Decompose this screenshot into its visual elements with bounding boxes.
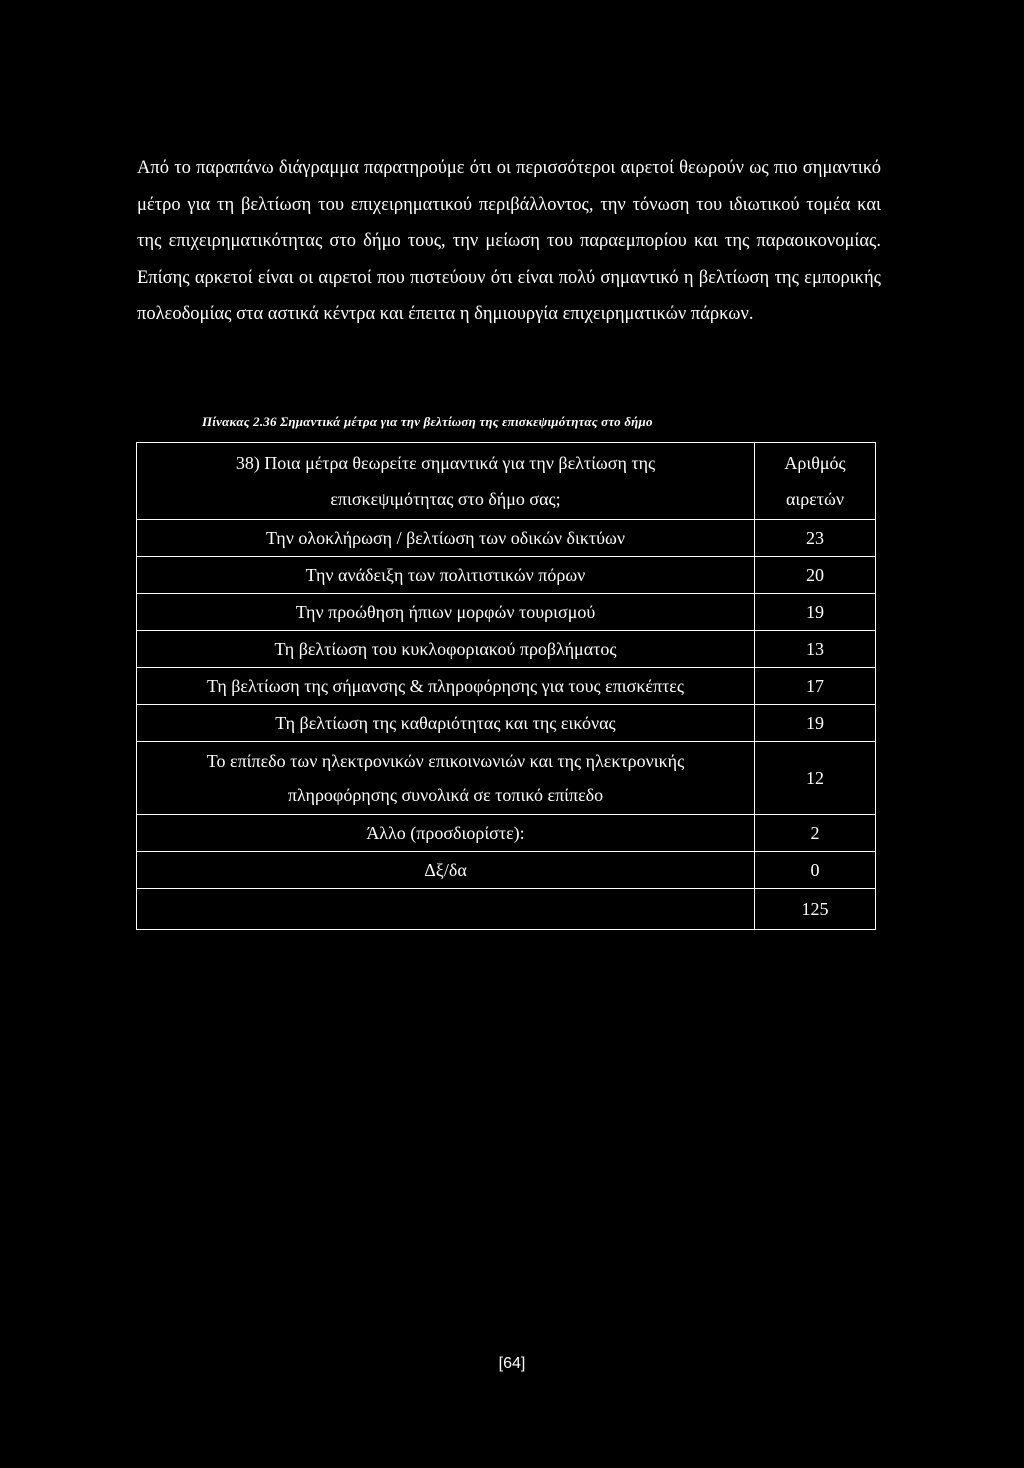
row-label: Την ολοκλήρωση / βελτίωση των οδικών δικτύων <box>137 520 755 557</box>
table-row-other <box>137 815 876 852</box>
row-value: 23 <box>755 520 876 557</box>
count-header-line1: Αριθμός <box>784 453 846 473</box>
row-value: 17 <box>755 668 876 705</box>
row-label: Τη βελτίωση της σήμανσης & πληροφόρησης για τους επισκέπτες <box>137 668 755 705</box>
row-label <box>137 742 755 815</box>
question-header-line1: 38) Ποια μέτρα θεωρείτε σημαντικά για την βελτίωση της <box>235 453 656 473</box>
table-row <box>137 705 876 742</box>
table-row <box>137 520 876 557</box>
table-total-row <box>137 889 876 930</box>
row-label-line1: Το επίπεδο των ηλεκτρονικών επικοινωνιών και της ηλεκτρονικής <box>206 751 685 771</box>
total-label-empty <box>137 889 755 930</box>
row-label: Την ανάδειξη των πολιτιστικών πόρων <box>137 557 755 594</box>
table-row <box>137 631 876 668</box>
row-label-line2: πληροφόρησης συνολικά σε τοπικό επίπεδο <box>287 785 604 805</box>
row-value: 19 <box>755 594 876 631</box>
table-row <box>137 557 876 594</box>
question-header-line2: επισκεψιμότητας στο δήμο σας; <box>330 489 561 509</box>
table-header-row <box>137 443 876 520</box>
body-paragraph: Από το παραπάνω διάγραμμα παρατηρούμε ότι οι περισσότεροι αιρετοί θεωρούν ως πιο σημαντικό μέτρο για τη βελτίωση του επιχειρηματικού περιβάλλοντος, την τόνωση του ιδιωτικού τομέα και της επιχειρηματικότητας στο δήμο τους, την μείωση του παραεμπορίου και της παραοικονομίας. Επίσης αρκετοί είναι οι αιρετοί που πιστεύουν ότι είναι πολύ σημαντικό η βελτίωση της εμπορικής πολεοδομίας στα αστικά κέντρα και έπειτα η δημιουργία επιχειρηματικών πάρκων. <box>137 158 881 324</box>
question-header <box>137 443 755 520</box>
row-value: 19 <box>755 705 876 742</box>
count-header <box>755 443 876 520</box>
row-value: 13 <box>755 631 876 668</box>
row-label: Τη βελτίωση της καθαριότητας και της εικόνας <box>137 705 755 742</box>
row-value: 0 <box>755 852 876 889</box>
count-header-line2: αιρετών <box>785 489 845 509</box>
page-number: [64] <box>498 1355 526 1372</box>
row-label: Την προώθηση ήπιων μορφών τουρισμού <box>137 594 755 631</box>
row-label: Τη βελτίωση του κυκλοφοριακού προβλήματος <box>137 631 755 668</box>
row-label: Δξ/δα <box>137 852 755 889</box>
table-row <box>137 594 876 631</box>
row-label: Άλλο (προσδιορίστε): <box>137 815 755 852</box>
table-caption: Πίνακας 2.36 Σημαντικά μέτρα για την βελτίωση της επισκεψιμότητας στο δήμο <box>202 414 653 429</box>
table-row-multiline <box>137 742 876 815</box>
total-value: 125 <box>755 889 876 930</box>
measures-table <box>136 442 876 930</box>
row-value: 20 <box>755 557 876 594</box>
table-row-dk <box>137 852 876 889</box>
row-value: 2 <box>755 815 876 852</box>
row-value: 12 <box>755 742 876 815</box>
table-row <box>137 668 876 705</box>
